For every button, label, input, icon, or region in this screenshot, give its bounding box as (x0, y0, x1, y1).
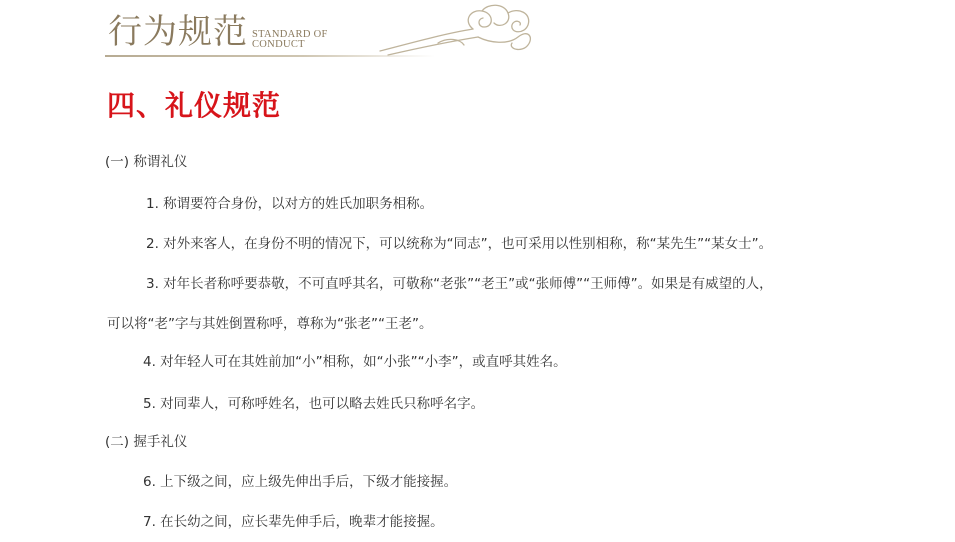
list-item: 2. 对外来客人，在身份不明的情况下，可以统称为“同志”，也可采用以性别相称，称“某先生”“某女士”。 (146, 236, 773, 252)
brand-subtitle-line2: CONDUCT (252, 39, 305, 50)
cloud-ornament-icon (378, 3, 538, 58)
brand-subtitle (252, 30, 372, 50)
list-item: 3. 对年长者称呼要恭敬，不可直呼其名，可敬称“老张”“老王”或“张师傅”“王师傅”。如果是有威望的人， (146, 276, 773, 292)
brand-subtitle-line1: STANDARD OF (252, 29, 328, 40)
list-item: 6. 上下级之间，应上级先伸出手后，下级才能接握。 (143, 474, 458, 490)
page-header (0, 0, 955, 62)
brand-title: 行为规范 (108, 12, 248, 52)
subsection-title-address: (一) 称谓礼仪 (105, 154, 188, 170)
list-item: 1. 称谓要符合身份，以对方的姓氏加职务相称。 (146, 196, 434, 212)
section-heading: 四、礼仪规范 (107, 89, 282, 122)
list-item-continuation: 可以将“老”字与其姓倒置称呼，尊称为“张老”“王老”。 (107, 316, 433, 332)
list-item: 5. 对同辈人，可称呼姓名，也可以略去姓氏只称呼名字。 (143, 396, 485, 412)
list-item: 4. 对年轻人可在其姓前加“小”相称，如“小张”“小李”，或直呼其姓名。 (143, 354, 567, 370)
list-item: 7. 在长幼之间，应长辈先伸手后，晚辈才能接握。 (143, 514, 444, 530)
subsection-title-handshake: (二) 握手礼仪 (105, 434, 188, 450)
